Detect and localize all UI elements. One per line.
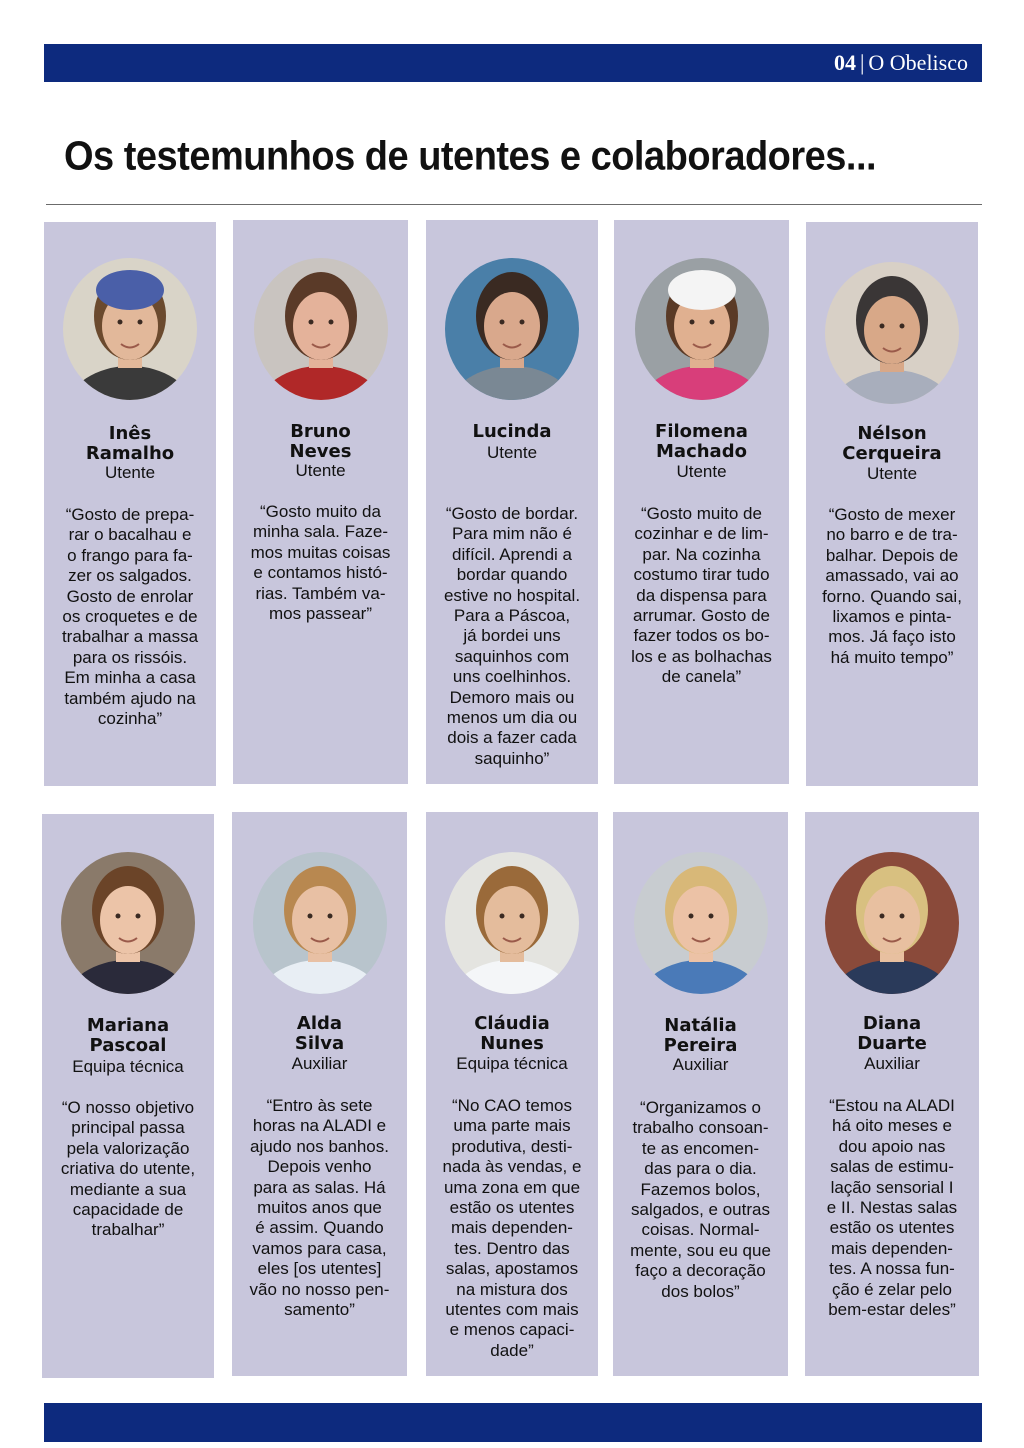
- quote-line: na mistura dos: [456, 1279, 568, 1299]
- quote-line: já bordei uns: [463, 626, 561, 646]
- quote-line: arrumar. Gosto de: [632, 606, 770, 626]
- quote-line: Para mim não é: [452, 524, 572, 544]
- quote-line: “Organizamos o: [640, 1098, 761, 1117]
- quote-line: de canela”: [661, 667, 742, 687]
- quote-line: e menos capaci-: [449, 1320, 575, 1340]
- quote-line: dou apoio nas: [838, 1136, 946, 1156]
- quote-line: tes. Dentro das: [454, 1238, 570, 1258]
- quote-line: estão os utentes: [449, 1198, 575, 1218]
- quote-line: Fazemos bolos,: [640, 1179, 761, 1199]
- quote-line: muitos anos que: [257, 1198, 382, 1218]
- quote-line: trabalho consoan-: [632, 1118, 769, 1138]
- quote-line: coisas. Normal-: [641, 1220, 760, 1240]
- quote-line: los e as bolhachas: [631, 646, 772, 666]
- quote-line: fazer todos os bo-: [633, 626, 770, 646]
- quote-line: tes. A nossa fun-: [829, 1259, 955, 1279]
- quote-line: mos. Já faço isto: [828, 627, 956, 647]
- person-role: Equipa técnica: [456, 1054, 568, 1073]
- testimonial-card: [426, 220, 598, 784]
- first-name: Diana: [862, 1013, 922, 1034]
- portrait-photo: [254, 258, 388, 400]
- quote-line: Gosto de enrolar: [66, 586, 194, 606]
- portrait-photo: [445, 258, 579, 400]
- testimonial-card: [426, 812, 598, 1376]
- quote-line: para as salas. Há: [253, 1177, 386, 1197]
- quote-line: “Gosto muito da: [260, 502, 381, 521]
- quote-line: uma zona em que: [443, 1177, 581, 1197]
- quote-line: estive no hospital.: [443, 585, 581, 605]
- quote-line: rias. Também va-: [255, 583, 386, 603]
- first-name: Mariana: [86, 1015, 170, 1036]
- quote-line: bem-estar deles”: [828, 1300, 956, 1320]
- quote-line: no barro e de tra-: [826, 525, 958, 545]
- publication-name: O Obelisco: [868, 50, 968, 75]
- quote-line: faço a decoração: [635, 1261, 766, 1281]
- quote-line: produtiva, desti-: [451, 1136, 573, 1156]
- portrait-photo: [61, 852, 195, 994]
- testimonial-quote: [428, 504, 596, 769]
- quote-line: par. Na cozinha: [642, 544, 761, 564]
- person-name: [617, 1016, 784, 1056]
- quote-line: ção é zelar pelo: [831, 1279, 953, 1299]
- quote-line: estão os utentes: [829, 1218, 955, 1238]
- quote-line: o frango para fa-: [67, 545, 193, 565]
- last-name: Silva: [294, 1033, 345, 1054]
- quote-line: salas de estimu-: [830, 1157, 954, 1177]
- quote-line: “Gosto de mexer: [828, 505, 956, 524]
- quote-line: rar o bacalhau e: [68, 525, 192, 545]
- testimonial-card: [233, 220, 408, 784]
- portrait-photo: [634, 852, 768, 994]
- title-divider: [46, 204, 982, 205]
- person-name: [46, 1016, 210, 1056]
- quote-line: uma parte mais: [453, 1116, 571, 1136]
- person-role: Auxiliar: [864, 1054, 920, 1073]
- quote-line: “Gosto de bordar.: [445, 504, 579, 523]
- quote-line: costumo tirar tudo: [633, 565, 770, 585]
- page-info: [834, 44, 968, 82]
- quote-line: mente, sou eu que: [630, 1240, 771, 1260]
- quote-line: vão no nosso pen-: [249, 1279, 390, 1299]
- person-role: Utente: [295, 461, 346, 480]
- quote-line: amassado, vai ao: [825, 566, 959, 586]
- quote-line: saquinho”: [474, 748, 550, 768]
- person-role: Auxiliar: [291, 1054, 348, 1073]
- quote-line: da dispensa para: [636, 585, 767, 605]
- quote-line: dois a fazer cada: [447, 728, 577, 748]
- quote-line: balhar. Depois de: [825, 545, 959, 565]
- person-name: [810, 424, 974, 464]
- quote-line: uns coelhinhos.: [452, 667, 572, 687]
- quote-line: cozinhar e de lim-: [634, 524, 769, 544]
- quote-line: zer os salgados.: [68, 566, 192, 586]
- quote-line: também ajudo na: [64, 688, 196, 708]
- testimonial-quote: [807, 1096, 977, 1320]
- quote-line: te as encomen-: [641, 1138, 760, 1158]
- quote-line: trabalhar a massa: [61, 627, 199, 647]
- quote-line: capacidade de: [72, 1200, 184, 1220]
- last-name: Pascoal: [89, 1035, 167, 1056]
- last-name: Pereira: [663, 1035, 738, 1056]
- person-name: [618, 422, 785, 462]
- quote-line: salas, apostamos: [445, 1259, 579, 1279]
- quote-line: “Gosto de prepa-: [65, 505, 195, 524]
- quote-line: samento”: [284, 1300, 355, 1320]
- page-number: 04: [834, 50, 856, 75]
- testimonial-card: [805, 812, 979, 1376]
- quote-line: trabalhar”: [91, 1220, 165, 1240]
- first-name: Lucinda: [472, 421, 552, 442]
- quote-line: lixamos e pinta-: [832, 607, 952, 627]
- quote-line: das para o dia.: [644, 1159, 757, 1179]
- quote-line: dos bolos”: [661, 1281, 740, 1301]
- testimonial-card: [806, 222, 978, 786]
- quote-line: menos um dia ou: [446, 708, 578, 728]
- last-name: Ramalho: [85, 443, 175, 464]
- person-role: Auxiliar: [672, 1055, 729, 1074]
- portrait-photo: [825, 262, 959, 404]
- quote-line: para os rissóis.: [72, 647, 188, 667]
- person-role: Equipa técnica: [72, 1057, 184, 1076]
- header-separator: |: [860, 50, 865, 75]
- portrait-photo: [825, 852, 959, 994]
- quote-line: nada às vendas, e: [442, 1157, 582, 1177]
- quote-line: horas na ALADI e: [252, 1116, 387, 1136]
- page-title: Os testemunhos de utentes e colaboradores...: [64, 134, 877, 180]
- quote-line: “O nosso objetivo: [61, 1098, 195, 1117]
- quote-line: mediante a sua: [69, 1179, 187, 1199]
- person-name: [237, 422, 404, 462]
- portrait-photo: [445, 852, 579, 994]
- testimonial-quote: [616, 504, 787, 688]
- quote-line: Demoro mais ou: [449, 687, 575, 707]
- quote-line: há oito meses e: [831, 1116, 952, 1136]
- first-name: Filomena: [655, 421, 748, 442]
- first-name: Natália: [664, 1015, 737, 1036]
- testimonial-quote: [46, 505, 214, 729]
- quote-line: “Entro às sete: [266, 1096, 373, 1115]
- person-name: [48, 424, 212, 464]
- quote-line: Depois venho: [267, 1157, 372, 1177]
- footer-bar: [44, 1403, 982, 1442]
- first-name: Nélson: [857, 423, 927, 444]
- quote-line: ajudo nos banhos.: [250, 1136, 389, 1156]
- testimonial-quote: [808, 505, 976, 668]
- quote-line: pela valorização: [66, 1138, 190, 1158]
- last-name: Neves: [289, 441, 352, 462]
- portrait-photo: [635, 258, 769, 400]
- quote-line: é assim. Quando: [255, 1218, 384, 1238]
- person-name: [236, 1014, 403, 1054]
- testimonial-card: [614, 220, 789, 784]
- testimonial-quote: [234, 1096, 405, 1320]
- quote-line: Em minha a casa: [64, 668, 196, 688]
- quote-line: cozinha”: [97, 709, 163, 729]
- first-name: Bruno: [290, 421, 351, 442]
- testimonial-card: [44, 222, 216, 786]
- quote-line: e contamos histó-: [253, 563, 388, 583]
- person-name: [430, 1014, 594, 1054]
- quote-line: lação sensorial I: [830, 1177, 954, 1197]
- quote-line: criativa do utente,: [60, 1159, 196, 1179]
- quote-line: Para a Páscoa,: [453, 606, 571, 626]
- testimonial-card: [232, 812, 407, 1376]
- last-name: Nunes: [480, 1033, 544, 1054]
- portrait-photo: [63, 258, 197, 400]
- quote-line: “No CAO temos: [452, 1096, 572, 1115]
- first-name: Cláudia: [474, 1013, 550, 1034]
- quote-line: difícil. Aprendi a: [451, 544, 572, 564]
- quote-line: principal passa: [71, 1118, 185, 1138]
- quote-line: e II. Nestas salas: [826, 1198, 958, 1218]
- testimonial-quote: [44, 1098, 212, 1241]
- header-bar: [44, 44, 982, 82]
- last-name: Cerqueira: [842, 443, 942, 464]
- quote-line: minha sala. Faze-: [252, 522, 389, 542]
- quote-line: mos passear”: [269, 604, 372, 624]
- testimonial-quote: [428, 1096, 596, 1361]
- portrait-photo: [253, 852, 387, 994]
- person-role: Utente: [676, 462, 727, 481]
- quote-line: mais dependen-: [451, 1218, 573, 1238]
- quote-line: saquinhos com: [454, 646, 570, 666]
- quote-line: os croquetes e de: [62, 607, 198, 627]
- person-role: Utente: [486, 443, 538, 462]
- quote-line: mais dependen-: [831, 1238, 953, 1258]
- quote-line: mos muitas coisas: [250, 542, 391, 562]
- person-role: Utente: [104, 463, 156, 482]
- quote-line: salgados, e outras: [631, 1200, 770, 1220]
- person-role: Utente: [866, 464, 918, 483]
- last-name: Machado: [656, 441, 747, 462]
- quote-line: forno. Quando sai,: [822, 586, 962, 606]
- testimonial-card: [42, 814, 214, 1378]
- quote-line: há muito tempo”: [830, 647, 954, 667]
- person-name: [809, 1014, 975, 1054]
- testimonial-card: [613, 812, 788, 1376]
- quote-line: vamos para casa,: [252, 1238, 387, 1258]
- person-name: [430, 422, 594, 442]
- first-name: Inês: [108, 423, 152, 444]
- testimonial-quote: [235, 502, 406, 624]
- quote-line: utentes com mais: [445, 1300, 579, 1320]
- quote-line: “Gosto muito de: [641, 504, 762, 523]
- quote-line: dade”: [490, 1340, 534, 1360]
- testimonial-quote: [615, 1098, 786, 1302]
- quote-line: bordar quando: [456, 565, 568, 585]
- last-name: Duarte: [857, 1033, 927, 1054]
- first-name: Alda: [296, 1013, 343, 1034]
- quote-line: eles [os utentes]: [257, 1259, 382, 1279]
- quote-line: “Estou na ALADI: [829, 1096, 955, 1115]
